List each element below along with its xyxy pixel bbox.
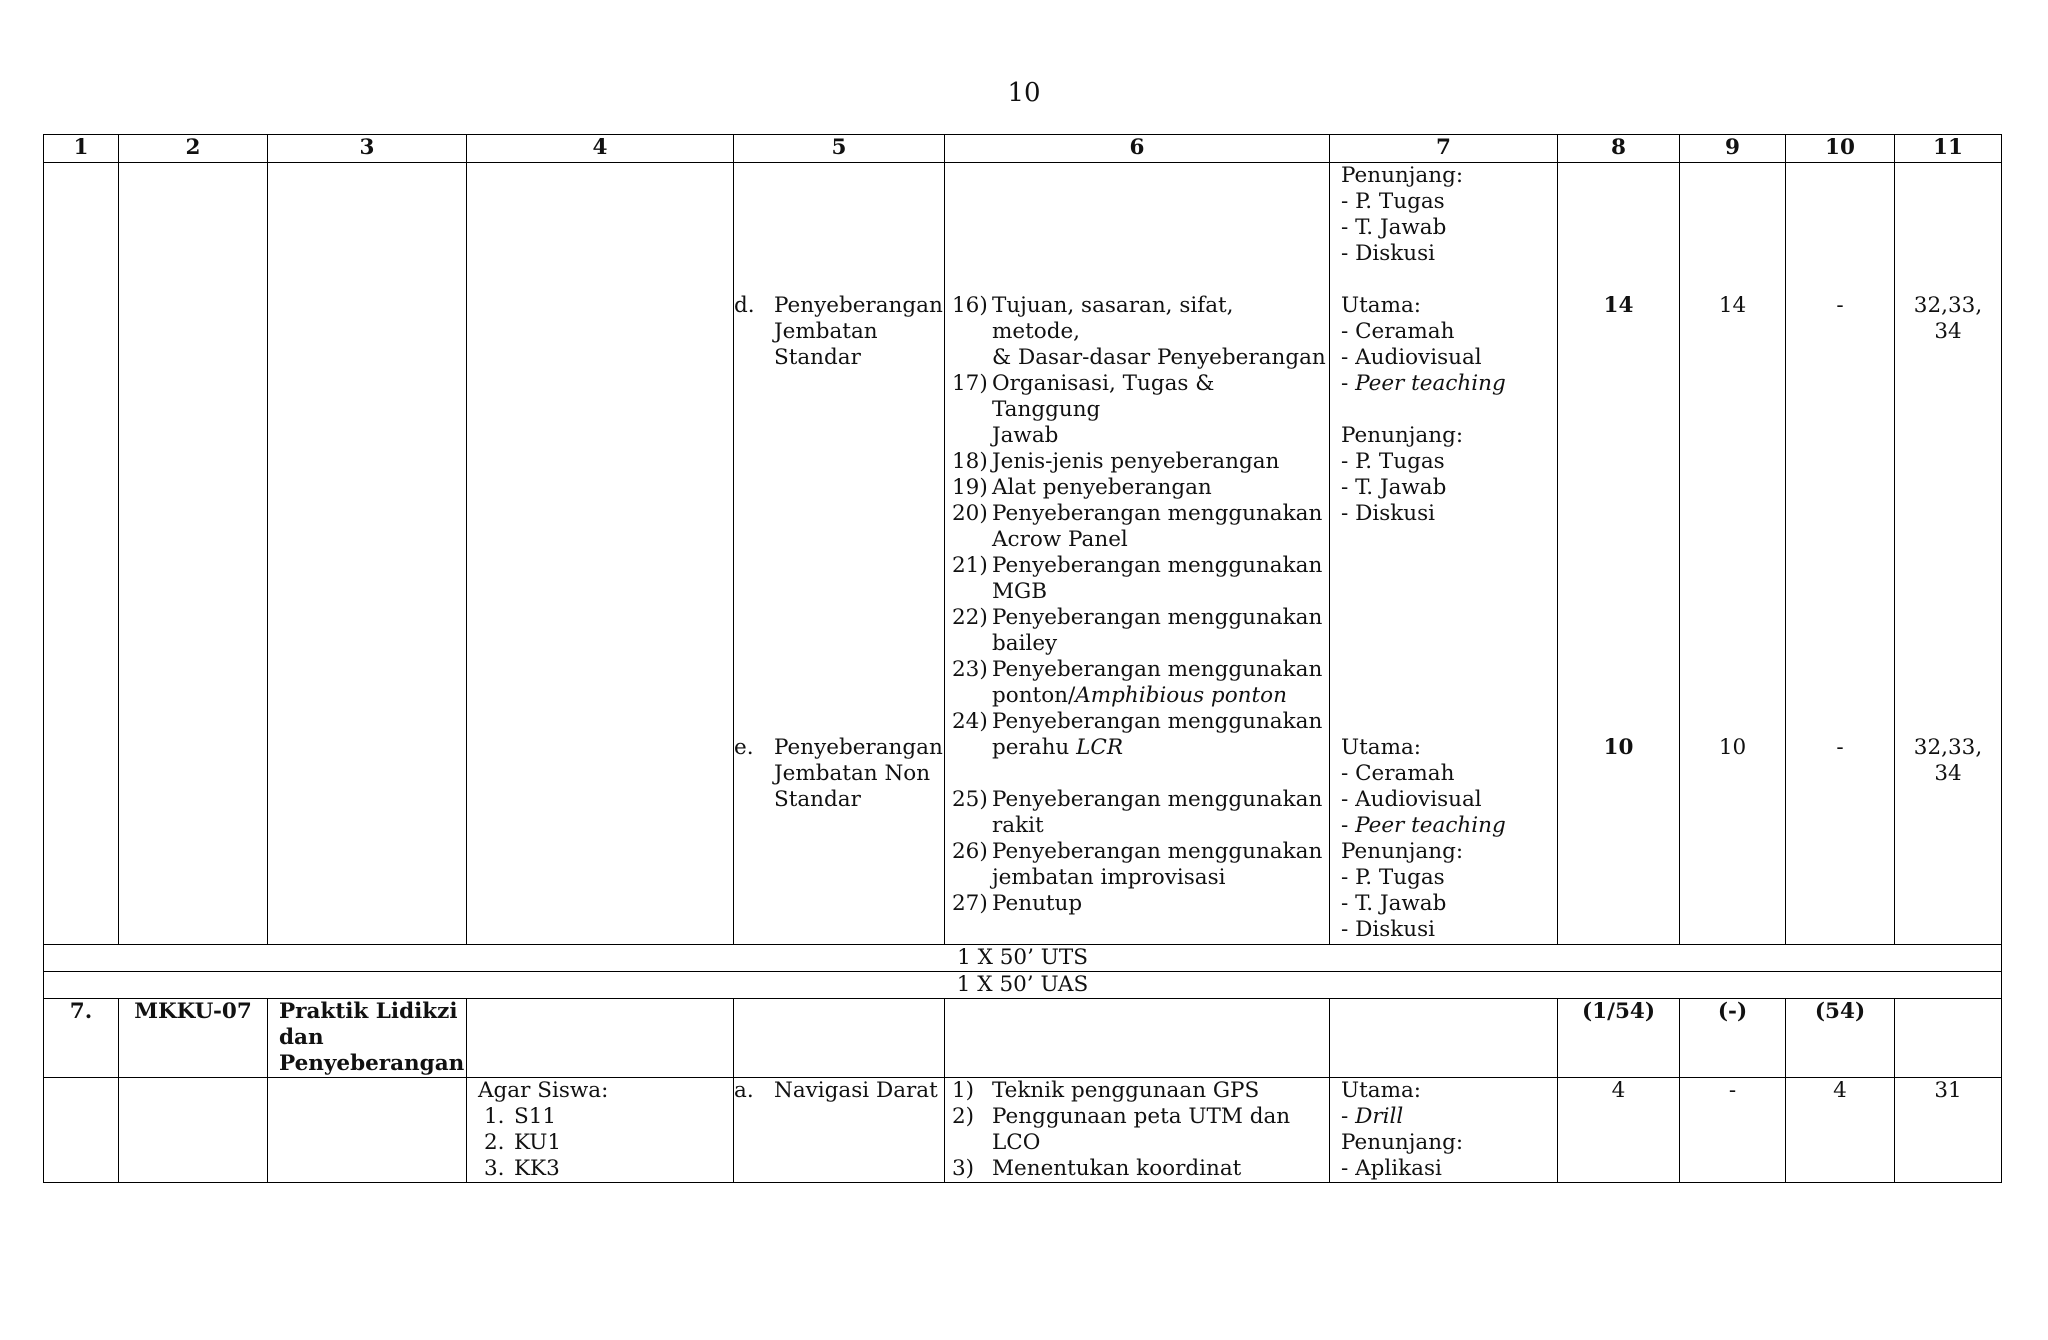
table-header-row	[44, 135, 2002, 163]
hours-practice-cell: - -	[1786, 163, 1895, 945]
hours-theory-cell: -	[1680, 1078, 1786, 1183]
method-d: Utama: - Ceramah - Audiovisual - Peer teaching Penunjang: - P. Tugas - T. Jawab - Diskusi	[1341, 293, 1506, 526]
hours-practice-cell: 4	[1786, 1078, 1895, 1183]
subtopic-cell: 1) Teknik penggunaan GPS 2) Penggunaan peta UTM dan LCO 3) Menentukan koordinat	[945, 1078, 1330, 1183]
hours-practice-cell: (54)	[1786, 999, 1895, 1078]
header-cell: 9	[1680, 135, 1786, 163]
header-cell: 1	[44, 135, 119, 163]
row-number: 7.	[44, 999, 119, 1078]
method-e: Utama: - Ceramah - Audiovisual - Peer teaching Penunjang: - P. Tugas - T. Jawab - Diskusi	[1341, 735, 1506, 942]
topic-d: d. Penyeberangan Jembatan Standar	[734, 293, 943, 370]
hours-total-cell: (1/54)	[1558, 999, 1680, 1078]
reference-cell: 31	[1895, 1078, 2002, 1183]
hours-total-cell: 4	[1558, 1078, 1680, 1183]
header-cell: 10	[1786, 135, 1895, 163]
header-cell: 8	[1558, 135, 1680, 163]
hours-theory-cell: 14 10	[1680, 163, 1786, 945]
topic-cell: a. Navigasi Darat	[734, 1078, 945, 1183]
header-cell: 4	[467, 135, 734, 163]
table-row	[44, 945, 2002, 972]
table-row	[44, 972, 2002, 999]
subtopic-list-e: 25) Penyeberangan menggunakan rakit 26) Penyeberangan menggunakan jembatan improvisasi 27) Penutup	[952, 787, 1323, 916]
hours-theory-cell: (-)	[1680, 999, 1786, 1078]
page-number: 10	[1007, 78, 1041, 108]
method-cell: Utama: - Drill Penunjang: - Aplikasi	[1330, 1078, 1558, 1183]
header-cell: 11	[1895, 135, 2002, 163]
uts-row: 1 X 50’ UTS	[44, 945, 2002, 972]
table-row	[44, 163, 2002, 945]
course-title: Praktik Lidikzi dan Penyeberangan	[268, 999, 467, 1078]
header-cell: 2	[119, 135, 268, 163]
header-cell: 6	[945, 135, 1330, 163]
header-cell: 7	[1330, 135, 1558, 163]
method-cell	[1330, 163, 1558, 945]
uas-row: 1 X 50’ UAS	[44, 972, 2002, 999]
header-cell: 5	[734, 135, 945, 163]
reference-cell: 32,33, 34 32,33, 34	[1895, 163, 2002, 945]
curriculum-table	[43, 134, 2002, 1183]
objective-cell: Agar Siswa: 1. S11 2. KU1 3. KK3	[467, 1078, 734, 1183]
subtopic-list-d: 16) Tujuan, sasaran, sifat, metode, & Dasar-dasar Penyeberangan 17) Organisasi, Tugas & Tanggung Jawab 18) Jenis-jenis penyeberangan 19) Alat penyeberangan 20) Penyeberangan menggunakan Acrow Panel 21) Penyeberangan menggunakan MGB 22) Penyeberangan menggunakan bailey 23) Penyeberangan menggunakan ponton/Amphibious ponton 24) Penyeberangan menggunakan perahu LCR	[952, 293, 1326, 760]
topic-cell	[734, 163, 945, 945]
method-continuation: Penunjang: - P. Tugas - T. Jawab - Diskusi	[1341, 163, 1464, 266]
topic-e: e. Penyeberangan Jembatan Non Standar	[734, 735, 943, 812]
subtopic-cell	[945, 163, 1330, 945]
course-code: MKKU-07	[119, 999, 268, 1078]
hours-total-cell: 14 10	[1558, 163, 1680, 945]
table-row	[44, 999, 2002, 1078]
header-cell: 3	[268, 135, 467, 163]
table-row	[44, 1078, 2002, 1183]
